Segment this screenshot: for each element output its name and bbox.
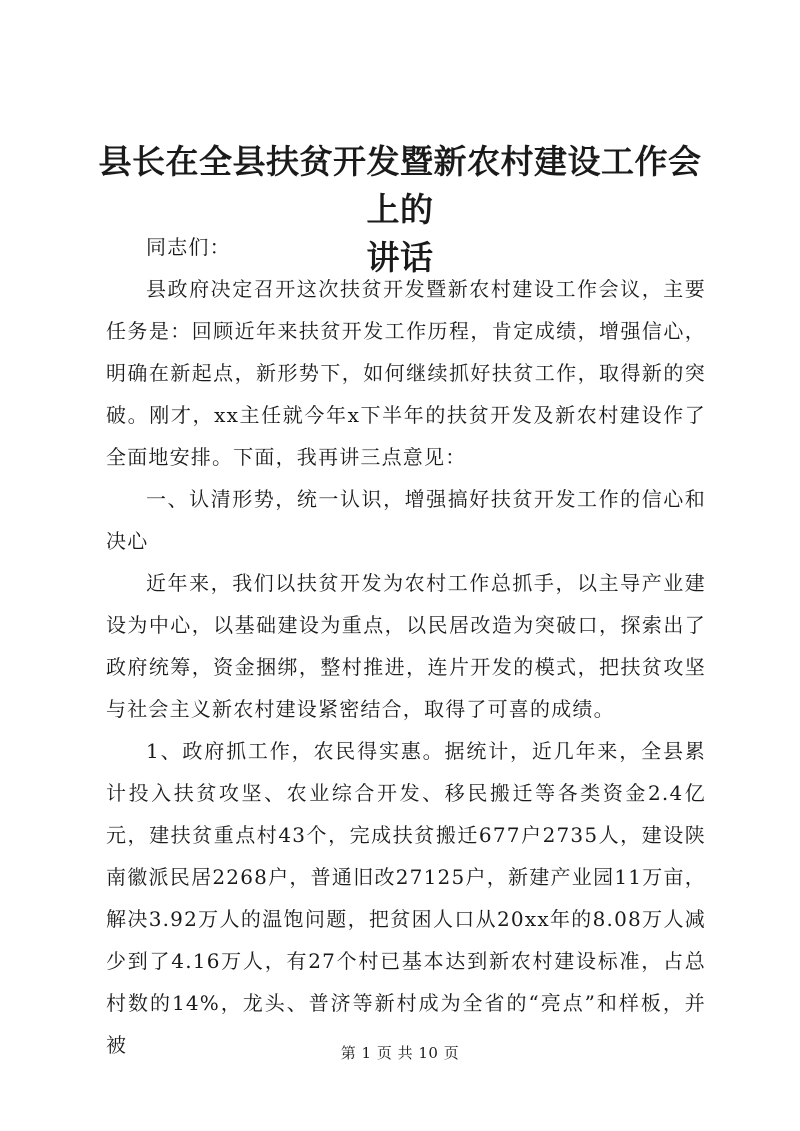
page-number: 第 1 页 共 10 页 xyxy=(340,1044,460,1062)
paragraph-intro: 县政府决定召开这次扶贫开发暨新农村建设工作会议，主要任务是：回顾近年来扶贫开发工作历程，肯定成绩，增强信心，明确在新起点，新形势下，如何继续抓好扶贫工作，取得新的突破。刚才，xx主任就今年x下半年的扶贫开发及新农村建设作了全面地安排。下面，我再讲三点意见： xyxy=(106,277,706,469)
paragraph-overview: 近年来，我们以扶贫开发为农村工作总抓手，以主导产业建设为中心，以基础建设为重点，以民居改造为突破口，探索出了政府统筹，资金捆绑，整村推进，连片开发的模式，把扶贫攻坚与社会主义新农村建设紧密结合，取得了可喜的成绩。 xyxy=(106,571,706,721)
paragraph-point-1: 1、政府抓工作，农民得实惠。据统计，近几年来，全县累计投入扶贫攻坚、农业综合开发、移民搬迁等各类资金2.4亿元，建扶贫重点村43个，完成扶贫搬迁677户2735人，建设陕南徽派民居2268户，普通旧改27125户，新建产业园11万亩，解决3.92万人的温饱问题，把贫困人口从20xx年的8.08万人减少到了4.16万人，有27个村已基本达到新农村建设标准，占总村数的14%，龙头、普济等新村成为全省的“亮点”和样板，并被 xyxy=(106,739,706,1057)
title-line-2: 讲话 xyxy=(366,238,434,277)
title-line-1: 县长在全县扶贫开发暨新农村建设工作会上的 xyxy=(98,142,702,229)
document-body xyxy=(106,226,706,1066)
salutation: 同志们： xyxy=(146,235,231,259)
section-heading-1: 一、认清形势，统一认识，增强搞好扶贫开发工作的信心和决心 xyxy=(106,487,706,553)
